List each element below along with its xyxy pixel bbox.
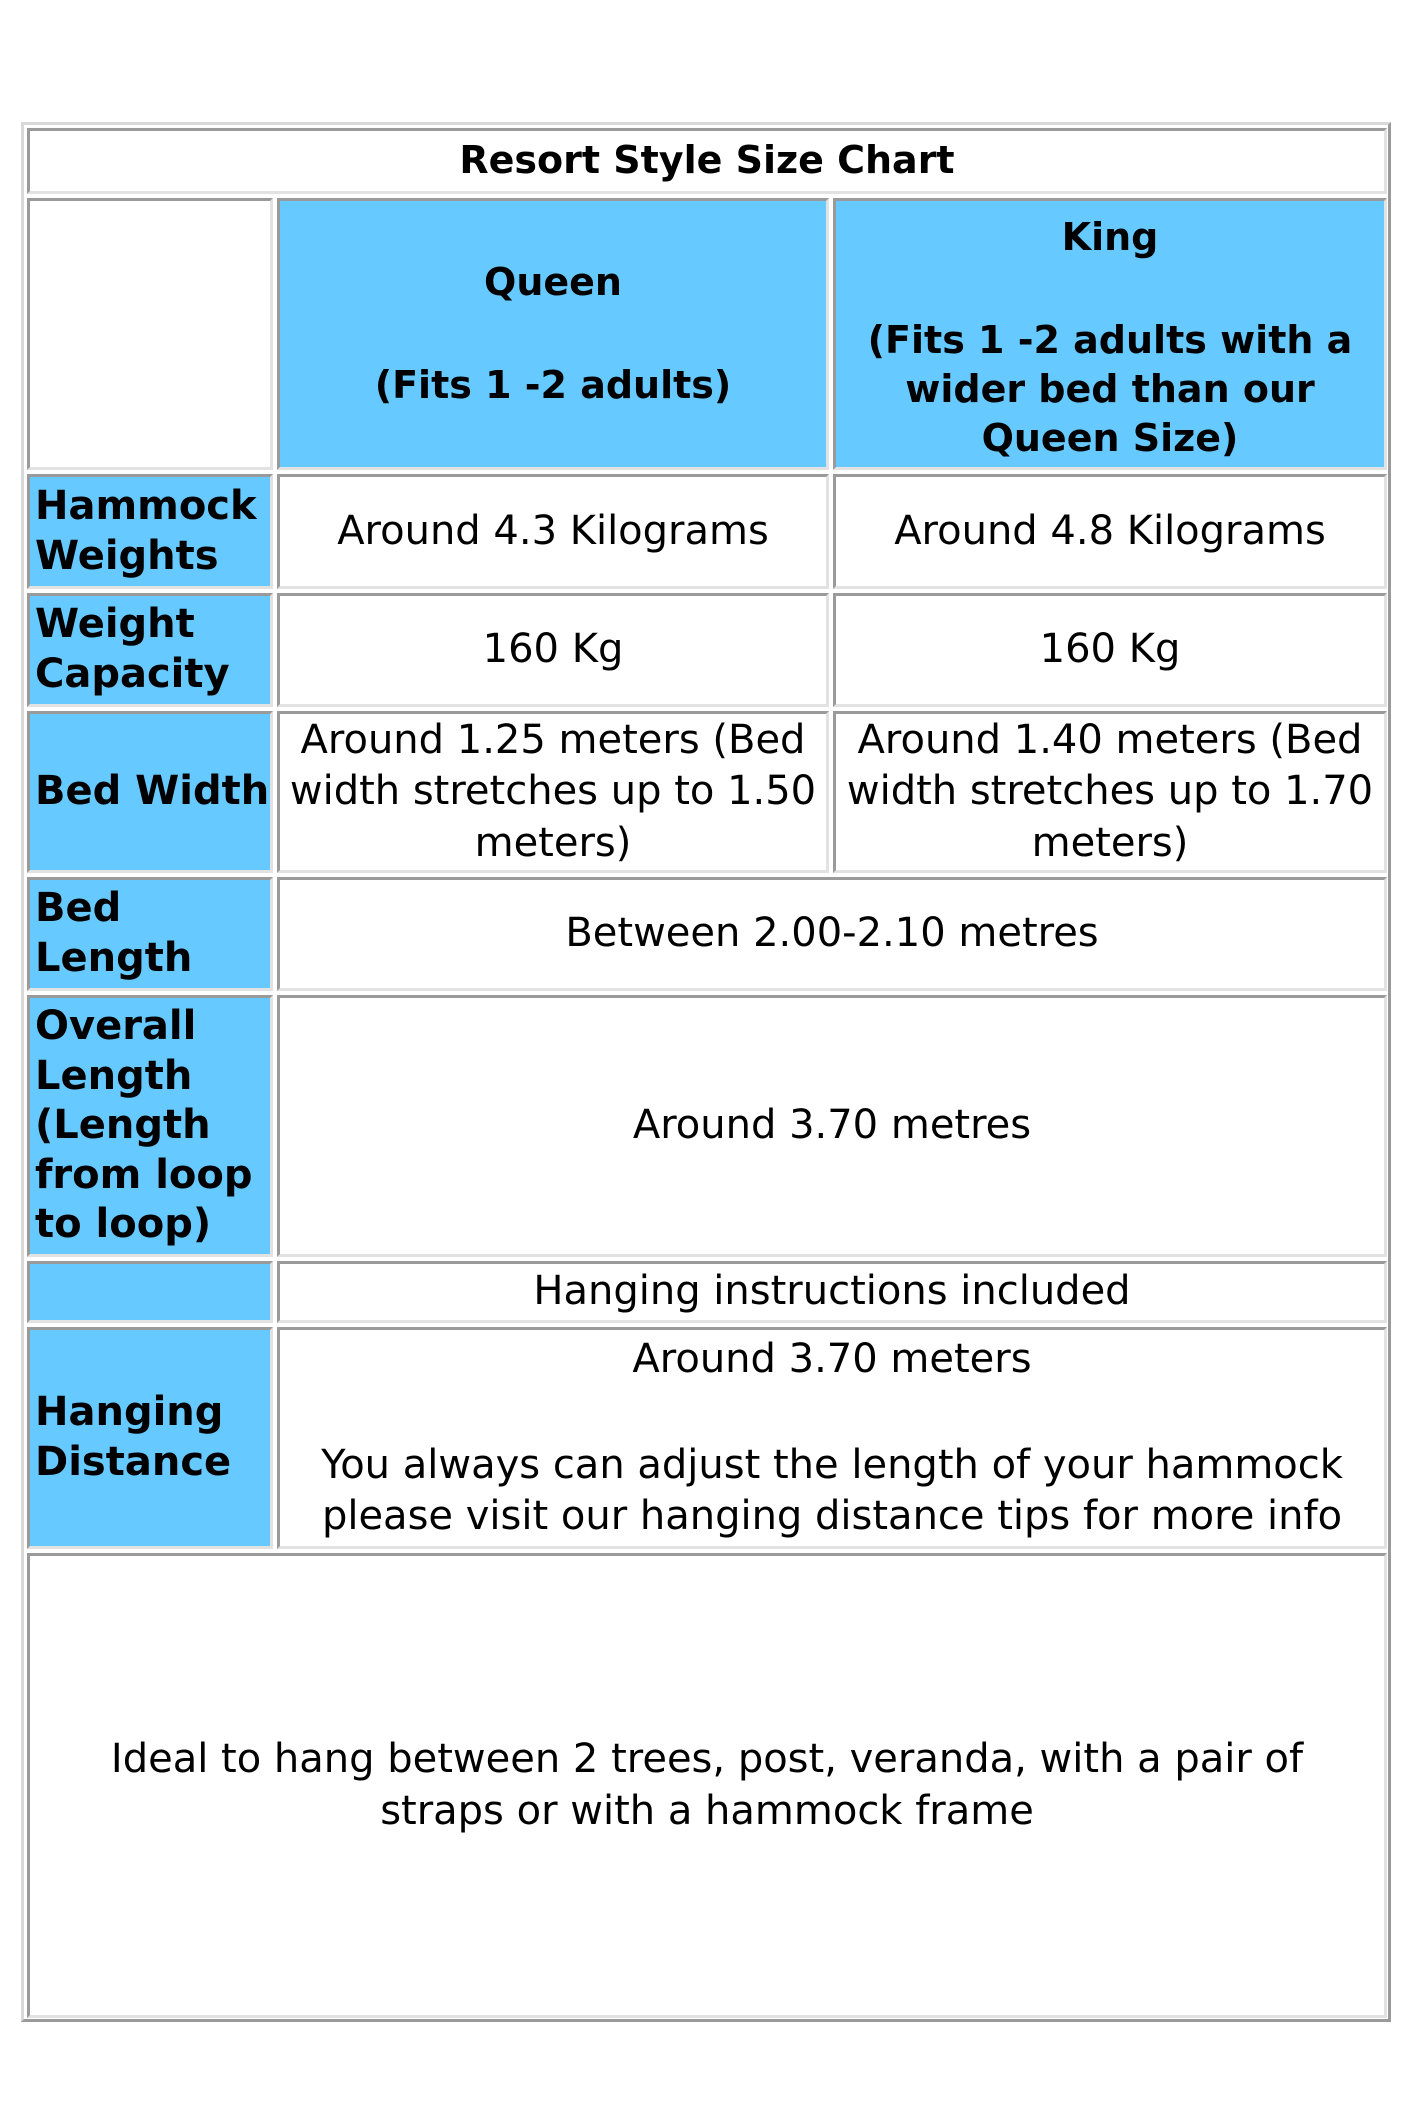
king-bed-width [833,711,1387,873]
header-king [833,198,1387,470]
label-text: Overall Length (Length from loop to loop) [35,1003,253,1248]
label-text: Bed Width [35,768,270,815]
queen-weight-capacity [277,593,829,707]
king-hammock-weight [833,474,1387,589]
king-note: (Fits 1 -2 adults with a wider bed than our Queen Size) [867,318,1353,461]
header-empty-cell [27,198,273,470]
overall-length-value [277,995,1387,1257]
value-text: Around 4.3 Kilograms [337,507,769,554]
hanging-distance-value [277,1327,1387,1549]
value-text: Around 3.70 meters [632,1336,1032,1382]
row-label-hanging-instructions [27,1261,273,1323]
value-text: 160 Kg [482,626,624,673]
bed-length-value [277,877,1387,991]
row-label-overall-length [27,995,273,1257]
table-title [27,128,1387,194]
label-text: Bed Length [35,885,193,981]
value-text: Around 4.8 Kilograms [894,507,1326,554]
value-text: Around 1.40 meters (Bed width stretches up to 1.70 meters) [846,716,1374,866]
row-label-weight-capacity [27,593,273,707]
queen-name: Queen [484,259,622,304]
queen-hammock-weight [277,474,829,589]
row-label-hanging-distance [27,1327,273,1549]
value-text: Hanging instructions included [533,1268,1131,1315]
label-text: Weight Capacity [35,601,230,697]
label-text: Hanging Distance [35,1389,232,1485]
queen-note: (Fits 1 -2 adults) [374,363,732,407]
header-queen [277,198,829,470]
footer-text: Ideal to hang between 2 trees, post, veranda, with a pair of straps or with a hammock frame [110,1735,1304,1834]
hanging-instructions-value [277,1261,1387,1323]
label-text: Hammock Weights [35,482,257,579]
row-label-bed-length [27,877,273,991]
value-text: Between 2.00-2.10 metres [565,910,1099,957]
king-weight-capacity [833,593,1387,707]
footer-note [27,1553,1387,2018]
queen-bed-width [277,711,829,873]
row-label-hammock-weights [27,474,273,589]
value-text: Around 1.25 meters (Bed width stretches up to 1.50 meters) [289,716,817,866]
value-text: 160 Kg [1039,626,1181,673]
title-text: Resort Style Size Chart [459,138,955,183]
hanging-tips-text: You always can adjust the length of your hammock please visit our hanging distance tips for more info [321,1441,1343,1540]
value-text: Around 3.70 metres [632,1102,1032,1149]
king-name: King [1061,215,1159,259]
row-label-bed-width [27,711,273,873]
